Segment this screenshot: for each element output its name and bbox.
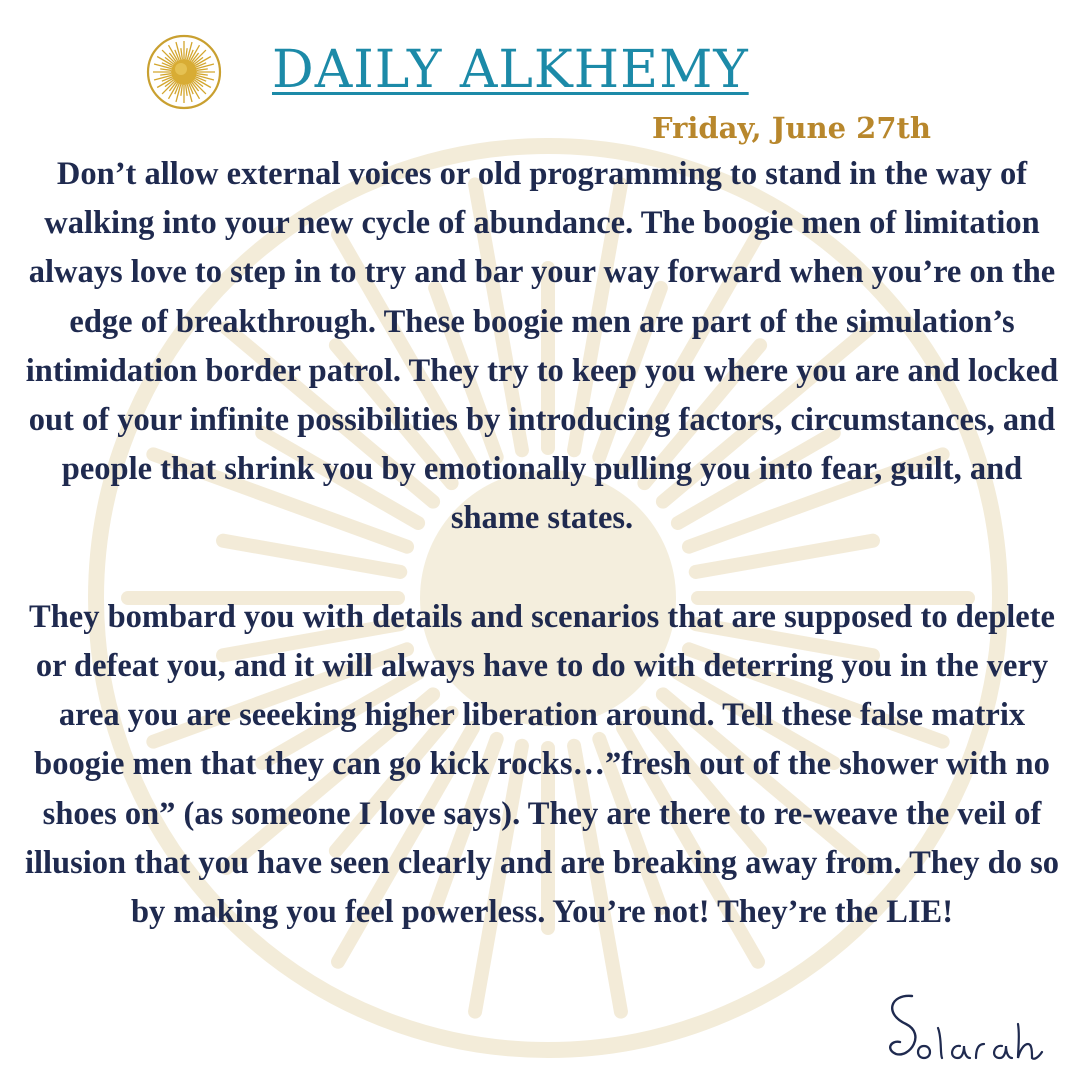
logo-ray — [181, 85, 182, 96]
logo-ray — [186, 85, 187, 96]
paragraph-2: They bombard you with details and scenarios that are supposed to deplete or defeat you, and it will always have to do with deterring you in the very area you are seeeking higher liberation around. Tell these false matrix boogie men that they can go kick rocks…”fresh out of the shower with no shoes on” (as someone I love says). They are there to re-weave the veil of illusion that you have seen clearly and are breaking away from. They do so by making you feel powerless. You’re not! They’re the LIE! — [24, 598, 1060, 931]
message-body — [22, 150, 1062, 937]
signature — [880, 988, 1060, 1078]
date-label: Friday, June 27th — [652, 111, 931, 145]
paragraph-1: Don’t allow external voices or old programming to stand in the way of walking into your new cycle of abundance. The boogie men of limitation always love to step in to try and bar your way forward when you’re on the edge of breakthrough. These boogie men are part of the simulation’s intimidation border patrol. They try to keep you where you are and locked out of your infinite possibilities by introducing factors, circumstances, and people that shrink you by emotionally pulling you into fear, guilt, and shame states. — [25, 156, 1059, 537]
page-title: DAILY ALKHEMY — [272, 40, 749, 100]
logo-ray — [160, 69, 171, 70]
sun-icon — [146, 34, 222, 110]
logo-ray — [181, 48, 182, 59]
logo-ray — [160, 74, 171, 75]
paragraph-spacer — [22, 544, 1062, 593]
logo-ray — [197, 69, 208, 70]
logo-ray — [197, 74, 208, 75]
logo-ray — [186, 48, 187, 59]
